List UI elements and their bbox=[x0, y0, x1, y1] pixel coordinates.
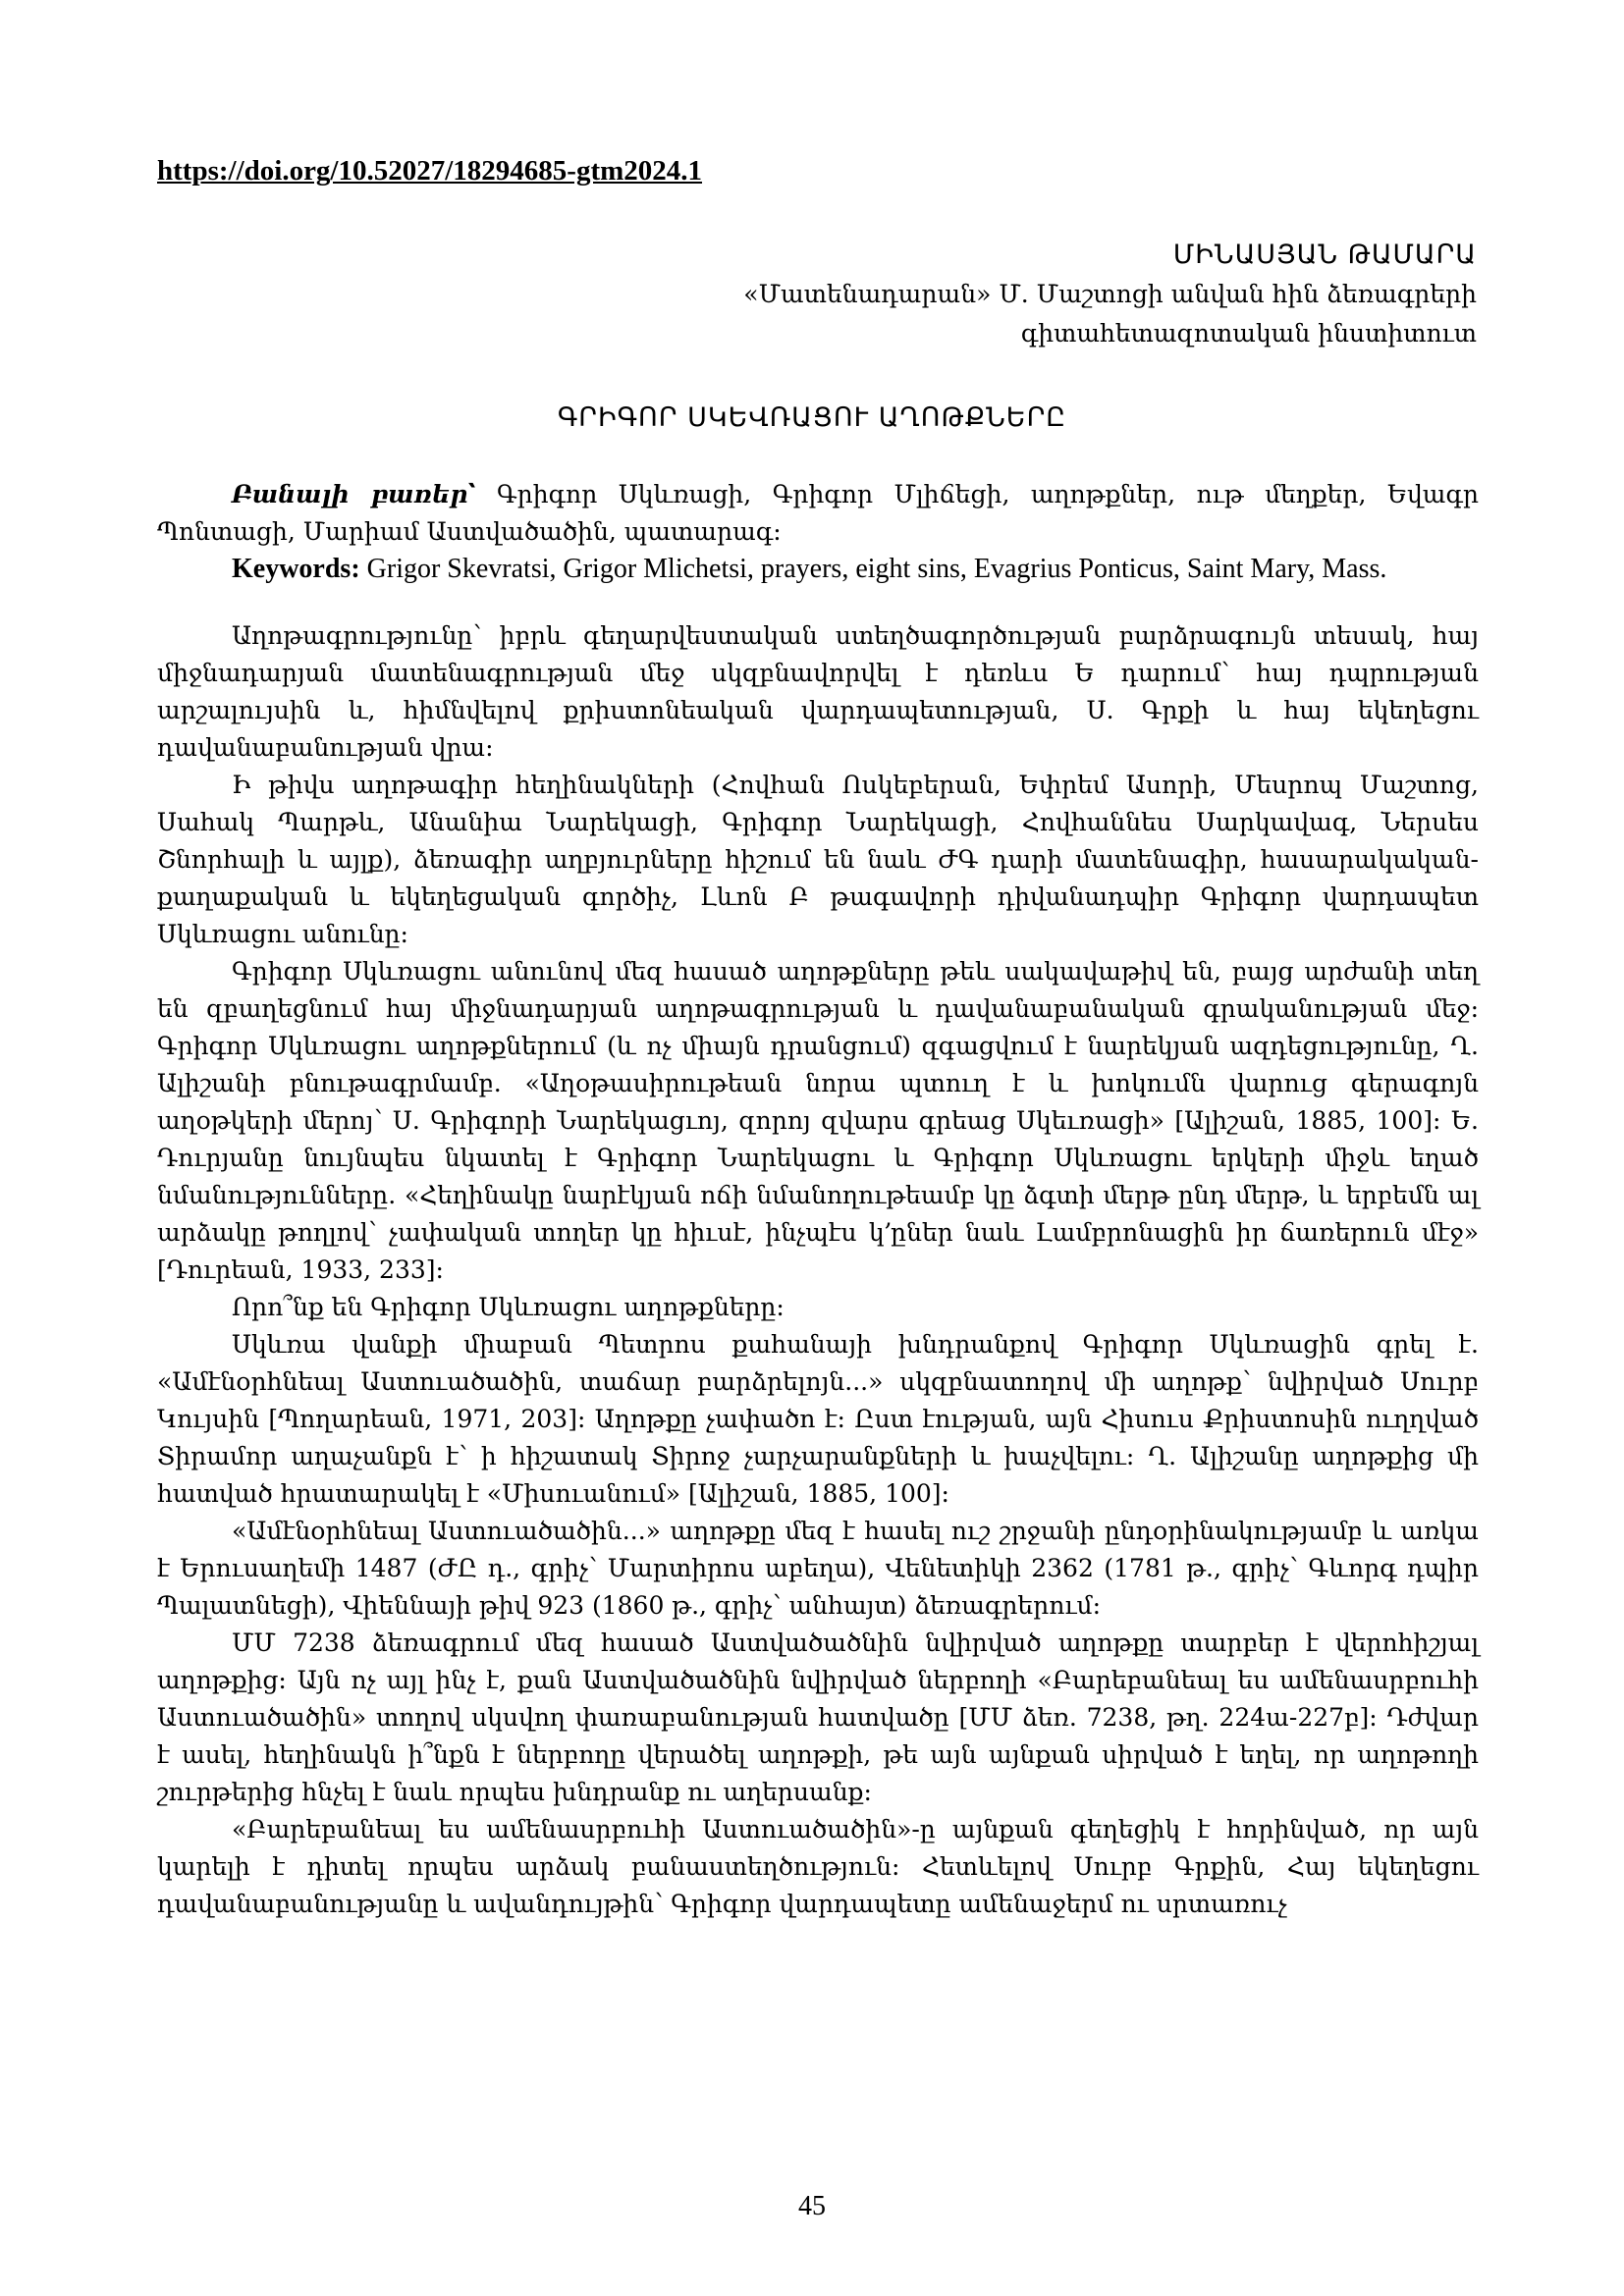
keywords-english-text: Grigor Skevratsi, Grigor Mlichetsi, prayers, eight sins, Evagrius Ponticus, Saint Mary, Mass. bbox=[366, 554, 1387, 584]
page-number: 45 bbox=[798, 2191, 826, 2221]
author-name: ՄԻՆԱՍՅԱՆ ԹԱՄԱՐԱ bbox=[1172, 240, 1477, 270]
paragraph: «Ամէնօրհնեալ Աստուածածին...» աղոթքը մեզ է հասել ուշ շրջանի ընդօրինակությամբ և առկա է Երուսաղեմի 1487 (ԺԸ դ., գրիչ՝ Մարտիրոս աբեղա), Վենետիկի 2362 (1781 թ., գրիչ՝ Գևորգ դպիր Պալատնեցի), Վիեննայի թիվ 923 (1860 թ., գրիչ՝ անհայտ) ձեռագրերում: bbox=[157, 1517, 1479, 1620]
paragraph: «Բարեբանեալ ես ամենասրբուհի Աստուածածին»-ը այնքան գեղեցիկ է հորինված, որ այն կարելի է դիտել որպես արձակ բանաստեղծություն: Հետևելով Սուրբ Գրքին, Հայ եկեղեցու դավանաբանությանը և ավանդույթին՝ Գրիգոր վարդապետը ամենաջերմ ու սրտառուչ bbox=[157, 1815, 1479, 1918]
paragraph: Աղոթագրությունը՝ իբրև գեղարվեստական ստեղծագործության բարձրագույն տեսակ, հայ միջնադարյան մատենագրության մեջ սկզբնավորվել է դեռևս Ե դարում՝ հայ դպրության արշալույսին և, հիմնվելով քրիստոնեական վարդապետության, Ս. Գրքի և հայ եկեղեցու դավանաբանության վրա: bbox=[157, 621, 1479, 762]
keywords-armenian bbox=[157, 476, 1479, 551]
affiliation-line-2: գիտահետազոտական ինստիտուտ bbox=[1020, 319, 1477, 347]
keywords-armenian-text: Գրիգոր Սկևռացի, Գրիգոր Մլիճեցի, աղոթքներ, ութ մեղքեր, Եվագր Պոնտացի, Մարիամ Աստվածածին, պատարագ: bbox=[157, 480, 1479, 546]
paragraph: Ի թիվս աղոթագիր հեղինակների (Հովհան Ոսկեբերան, Եփրեմ Ասորի, Մեսրոպ Մաշտոց, Սահակ Պարթև, Անանիա Նարեկացի, Գրիգոր Նարեկացի, Հովհաննես Սարկավագ, Ներսես Շնորհալի և այլք), ձեռագիր աղբյուրները հիշում են նաև ԺԳ դարի մատենագիր, հասարակական-քաղաքական և եկեղեցական գործիչ, Լևոն Բ թագավորի դիվանադպիր Գրիգոր վարդապետ Սկևռացու անունը: bbox=[157, 771, 1479, 948]
doi-link[interactable]: https://doi.org/10.52027/18294685-gtm2024.1 bbox=[157, 155, 703, 187]
paragraph: ՄՄ 7238 ձեռագրում մեզ հասած Աստվածածնին նվիրված աղոթքը տարբեր է վերոհիշյալ աղոթքից: Այն ոչ այլ ինչ է, քան Աստվածածնին նվիրված ներբողի «Բարեբանեալ ես ամենասրբուհի Աստուածածին» տողով սկսվող փառաբանության հատվածը [ՄՄ ձեռ. 7238, թղ. 224ա-227բ]: Դժվար է ասել, հեղինակն ի՞նքն է ներբողը վերածել աղոթքի, թե այն այնքան սիրված է եղել, որ աղոթողի շուրթերից հնչել է նաև որպես խնդրանք ու աղերսանք: bbox=[157, 1629, 1479, 1806]
keywords-armenian-label: Բանալի բառեր՝ bbox=[232, 480, 476, 508]
affiliation-line-1: «Մատենադարան» Մ. Մաշտոցի անվան հին ձեռագրերի bbox=[743, 280, 1477, 308]
keywords-english bbox=[157, 551, 1479, 588]
paragraph: Սկևռա վանքի միաբան Պետրոս քահանայի խնդրանքով Գրիգոր Սկևռացին գրել է. «Ամէնօրհնեալ Աստուածածին, տաճար բարձրելոյն...» սկզբնատողով մի աղոթք՝ նվիրված Սուրբ Կույսին [Պողարեան, 1971, 203]: Աղոթքը չափածո է: Ըստ էության, այն Հիսուս Քրիստոսին ուղղված Տիրամոր աղաչանքն է՝ ի հիշատակ Տիրոջ չարչարանքների և խաչվելու: Ղ. Ալիշանը աղոթքից մի հատված հրատարակել է «Միսուանում» [Ալիշան, 1885, 100]: bbox=[157, 1330, 1479, 1508]
paragraph: Որո՞նք են Գրիգոր Սկևռացու աղոթքները: bbox=[232, 1293, 785, 1321]
article-body bbox=[157, 476, 1479, 1923]
paragraph: Գրիգոր Սկևռացու անունով մեզ հասած աղոթքները թեև սակավաթիվ են, բայց արժանի տեղ են զբաղեցնում հայ միջնադարյան աղոթագրության և դավանաբանական գրականության մեջ: Գրիգոր Սկևռացու աղոթքներում (և ոչ միայն դրանցում) զգացվում է նարեկյան ազդեցությունը, Ղ. Ալիշանի բնութագրմամբ. «Աղօթասիրութեան նորա պտուղ է և խոկումն վարուց գերագոյն աղօթկերի մերոյ՝ Ս. Գրիգորի Նարեկացւոյ, զորոյ զվարս գրեաց Սկեւռացի» [Ալիշան, 1885, 100]: Ե. Դուրյանը նույնպես նկատել է Գրիգոր Նարեկացու և Գրիգոր Սկևռացու երկերի միջև եղած նմանությունները. «Հեղինակը նարէկյան ոճի նմանողութեամբ կը ձգտի մերթ ընդ մերթ, և երբեմն ալ արձակը թողլով՝ չափական տողեր կը հիւսէ, ինչպէս կ՚ըներ նաև Լամբրոնացին իր ճառերուն մէջ» [Դուրեան, 1933, 233]: bbox=[157, 957, 1479, 1284]
keywords-english-label: Keywords: bbox=[232, 554, 360, 584]
article-title: ԳՐԻԳՈՐ ՍԿԵՎՌԱՑՈՒ ԱՂՈԹՔՆԵՐԸ bbox=[557, 402, 1067, 433]
author-block bbox=[743, 236, 1477, 353]
spacer bbox=[157, 588, 1479, 617]
